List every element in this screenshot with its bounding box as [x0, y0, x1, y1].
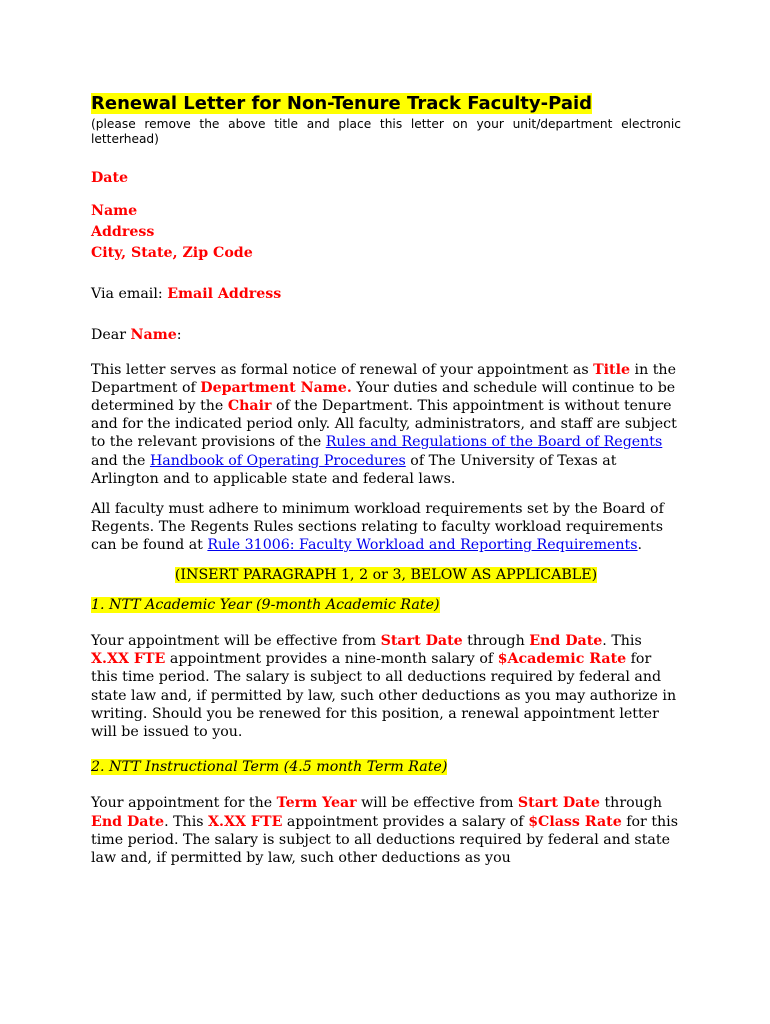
- department-field: Department Name.: [200, 379, 352, 396]
- recipient-name: Name: [91, 203, 138, 220]
- letter-title: Renewal Letter for Non-Tenure Track Faculty-Paid: [91, 93, 593, 114]
- salutation-name: Name: [130, 327, 177, 344]
- rule-31006-link[interactable]: Rule 31006: Faculty Workload and Reporting Requirements: [207, 537, 638, 554]
- salutation: Dear Name:: [91, 327, 182, 344]
- via-email-line: Via email: Email Address: [91, 286, 282, 303]
- start-date-field: Start Date: [380, 633, 463, 650]
- date-field: Date: [91, 170, 129, 186]
- term-year-field: Term Year: [276, 795, 357, 812]
- class-rate-field: $Class Rate: [528, 813, 622, 830]
- academic-rate-field: $Academic Rate: [497, 651, 627, 668]
- title-field: Title: [593, 361, 631, 378]
- letterhead-note: (please remove the above title and place this letter on your unit/department electronic letterhead): [91, 117, 681, 146]
- chair-field: Chair: [227, 398, 272, 415]
- term-fte-field: X.XX FTE: [208, 813, 283, 830]
- paragraph-renewal-notice: This letter serves as formal notice of renewal of your appointment as Title in the Department of Department Name. Your duties and schedule will continue to be determined by the Chair of the Department. This appointment is without tenure and for the indicated period only. All faculty, administrators, and staff are subject to the relevant provisions of the Rules and Regulations of the Board of Regents and the Handbook of Operating Procedures of The University of Texas at Arlington and to applicable state and federal laws.: [91, 361, 677, 487]
- recipient-city: City, State, Zip Code: [91, 245, 253, 262]
- regents-rules-link[interactable]: Rules and Regulations of the Board of Regents: [325, 434, 663, 451]
- insert-instruction: (INSERT PARAGRAPH 1, 2 or 3, BELOW AS APPLICABLE): [174, 566, 598, 583]
- letter-document: [91, 93, 681, 867]
- section-heading-instructional-term: 2. NTT Instructional Term (4.5 month Term Rate): [91, 759, 448, 776]
- paragraph-instructional-term: Your appointment for the Term Year will be effective from Start Date through End Date. This X.XX FTE appointment provides a salary of $Class Rate for this time period. The salary is subject to all deductions required by federal and state law and, if permitted by law, such other deductions as you: [91, 795, 679, 867]
- recipient-address: Address: [91, 224, 155, 241]
- paragraph-workload: All faculty must adhere to minimum workload requirements set by the Board of Regents. The Regents Rules sections relating to faculty workload requirements can be found at Rule 31006: Faculty Workload and Reporting Requirements.: [91, 501, 664, 554]
- section-heading-academic-year: 1. NTT Academic Year (9-month Academic Rate): [91, 596, 440, 613]
- fte-field: X.XX FTE: [91, 651, 166, 668]
- recipient-block: [91, 201, 681, 264]
- term-end-date-field: End Date: [91, 813, 165, 830]
- paragraph-academic-year: Your appointment will be effective from Start Date through End Date. This X.XX FTE appointment provides a nine-month salary of $Academic Rate for this time period. The salary is subject to all deductions required by federal and state law and, if permitted by law, such other deductions as you may authorize in writing. Should you be renewed for this position, a renewal appointment letter will be issued to you.: [91, 633, 677, 741]
- email-address-field: Email Address: [167, 286, 282, 303]
- term-start-date-field: Start Date: [517, 795, 600, 812]
- handbook-link[interactable]: Handbook of Operating Procedures: [149, 452, 406, 469]
- end-date-field: End Date: [529, 633, 603, 650]
